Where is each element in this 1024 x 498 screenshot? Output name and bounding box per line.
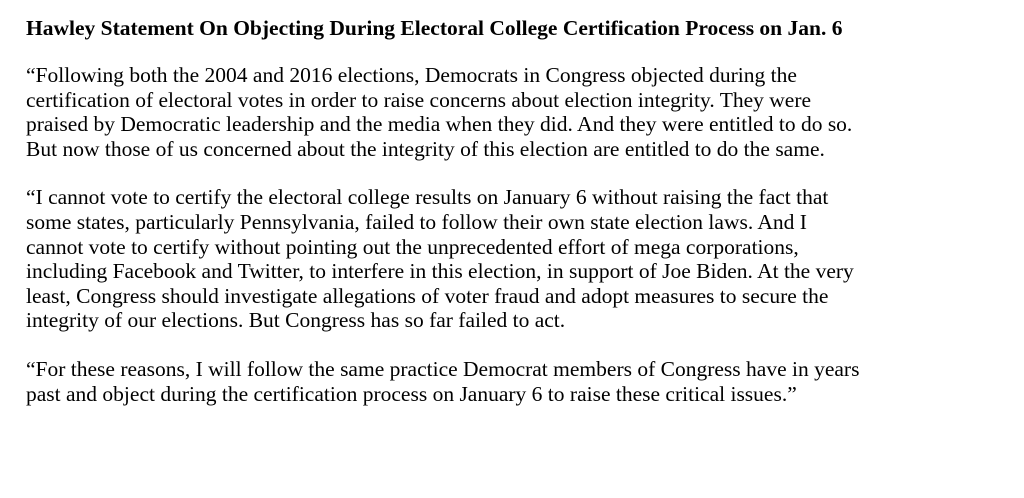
paragraph-line: cannot vote to certify without pointing out the unprecedented effort of mega corporations, [26, 234, 799, 259]
statement-paragraph-3 [26, 357, 1016, 406]
paragraph-line: integrity of our elections. But Congress has so far failed to act. [26, 308, 566, 333]
paragraph-line: least, Congress should investigate allegations of voter fraud and adopt measures to secure the [26, 283, 829, 308]
paragraph-line: including Facebook and Twitter, to interfere in this election, in support of Joe Biden. At the very [26, 259, 854, 284]
statement-title: Hawley Statement On Objecting During Electoral College Certification Process on Jan. 6 [26, 16, 843, 40]
paragraph-line: “I cannot vote to certify the electoral college results on January 6 without raising the fact that [26, 185, 829, 210]
statement-paragraph-1 [26, 63, 1016, 161]
paragraph-line: past and object during the certification process on January 6 to raise these critical issues.” [26, 381, 797, 406]
paragraph-line: certification of electoral votes in order to raise concerns about election integrity. They were [26, 87, 812, 112]
paragraph-line: praised by Democratic leadership and the media when they did. And they were entitled to do so. [26, 112, 853, 137]
paragraph-line: “For these reasons, I will follow the same practice Democrat members of Congress have in years [26, 356, 860, 381]
statement-paragraph-2 [26, 185, 1016, 333]
paragraph-line: But now those of us concerned about the integrity of this election are entitled to do the same. [26, 136, 825, 161]
paragraph-line: some states, particularly Pennsylvania, failed to follow their own state election laws. And I [26, 209, 807, 234]
statement-document [26, 14, 1016, 406]
paragraph-line: “Following both the 2004 and 2016 elections, Democrats in Congress objected during the [26, 63, 797, 87]
